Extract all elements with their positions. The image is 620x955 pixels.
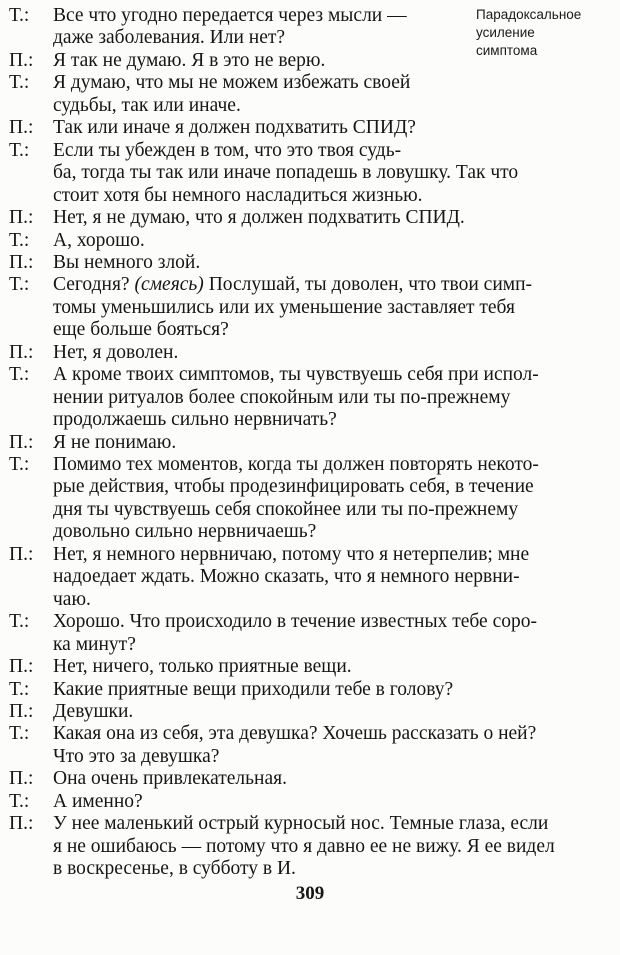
- utterance-line: А кроме твоих симптомов, ты чувствуешь себя при испол-: [53, 364, 539, 386]
- speaker-label: Т.:: [9, 274, 30, 296]
- utterance-line: Девушки.: [53, 700, 134, 722]
- utterance-line: У нее маленький острый курносый нос. Темные глаза, если: [53, 813, 549, 835]
- utterance-line: Так или иначе я должен подхватить СПИД?: [53, 117, 416, 139]
- utterance-line: Я так не думаю. Я в это не верю.: [53, 49, 326, 71]
- margin-note-line: симптома: [476, 43, 538, 58]
- speaker-label: П.:: [9, 117, 34, 139]
- utterance-line: Что это за девушка?: [53, 745, 220, 767]
- margin-note-line: усиление: [476, 25, 535, 40]
- utterance-line: Я думаю, что мы не можем избежать своей: [53, 72, 411, 94]
- speaker-label: Т.:: [9, 364, 30, 386]
- speaker-label: Т.:: [9, 454, 30, 475]
- speaker-label: Т.:: [9, 5, 30, 26]
- utterance-line: даже заболевания. Или нет?: [53, 27, 286, 49]
- speaker-label: П.:: [9, 700, 34, 722]
- utterance-line: Нет, я не думаю, что я должен подхватить СПИД.: [53, 207, 465, 229]
- speaker-label: П.:: [9, 543, 34, 565]
- speaker-label: Т.:: [9, 678, 30, 700]
- speaker-label: П.:: [9, 431, 34, 453]
- page-number: 309: [295, 883, 325, 904]
- utterance-line: нении ритуалов более спокойным или ты по-прежнему: [53, 386, 511, 408]
- utterance-line: чаю.: [53, 588, 91, 610]
- utterance-line: стоит хотя бы немного насладиться жизнью.: [53, 184, 423, 206]
- utterance-line: Нет, я немного нервничаю, потому что я нетерпелив; мне: [53, 543, 530, 565]
- utterance-line: Вы немного злой.: [53, 251, 201, 273]
- speaker-label: П.:: [9, 49, 34, 71]
- speaker-label: Т.:: [9, 139, 30, 161]
- speaker-label: Т.:: [9, 72, 30, 94]
- speaker-label: Т.:: [9, 229, 30, 251]
- speaker-label: П.:: [9, 207, 34, 229]
- utterance-line: томы уменьшились или их уменьшение заставляет тебя: [53, 296, 515, 318]
- speaker-label: П.:: [9, 251, 34, 273]
- utterance-line: судьбы, так или иначе.: [53, 94, 241, 116]
- utterance-line: рые действия, чтобы продезинфицировать себя, в течение: [53, 476, 534, 498]
- speaker-label: Т.:: [9, 723, 30, 745]
- utterance-line: Какая она из себя, эта девушка? Хочешь рассказать о ней?: [53, 723, 537, 745]
- speaker-label: Т.:: [9, 790, 30, 812]
- utterance-line: довольно сильно нервничаешь?: [53, 521, 317, 543]
- utterance-line: Какие приятные вещи приходили тебе в голову?: [53, 678, 454, 700]
- margin-note: [476, 6, 616, 60]
- utterance-line: ка минут?: [53, 633, 136, 655]
- margin-note-line: Парадоксальное: [476, 7, 582, 22]
- utterance-line: Все что угодно передается через мысли —: [53, 5, 407, 26]
- utterance-line: продолжаешь сильно нервничать?: [53, 409, 337, 431]
- utterance-line: Я не понимаю.: [53, 431, 177, 453]
- speaker-label: П.:: [9, 341, 34, 363]
- utterance-line: А именно?: [53, 790, 143, 812]
- utterance-line: надоедает ждать. Можно сказать, что я немного нервни-: [53, 566, 520, 588]
- utterance-line: Сегодня? (смеясь) Послушай, ты доволен, что твои симп-: [53, 274, 533, 296]
- utterance-line: Нет, я доволен.: [53, 341, 179, 363]
- utterance-line: ба, тогда ты так или иначе попадешь в ловушку. Так что: [53, 162, 519, 184]
- utterance-line: Помимо тех моментов, когда ты должен повторять некото-: [53, 454, 539, 475]
- utterance-line: А, хорошо.: [53, 229, 145, 251]
- speaker-label: Т.:: [9, 611, 30, 633]
- utterance-line: в воскресенье, в субботу в И.: [53, 858, 296, 880]
- speaker-label: П.:: [9, 813, 34, 835]
- utterance-line: Хорошо. Что происходило в течение известных тебе соро-: [53, 611, 537, 633]
- speaker-label: П.:: [9, 656, 34, 678]
- utterance-line: я не ошибаюсь — потому что я давно ее не вижу. Я ее видел: [53, 835, 555, 857]
- speaker-label: П.:: [9, 768, 34, 790]
- utterance-line: еще больше бояться?: [53, 319, 229, 341]
- utterance-line: Она очень привлекательная.: [53, 768, 287, 790]
- utterance-line: Нет, ничего, только приятные вещи.: [53, 656, 352, 678]
- utterance-line: Если ты убежден в том, что это твоя судь-: [53, 139, 402, 161]
- utterance-line: дня ты чувствуешь себя спокойнее или ты по-прежнему: [53, 498, 519, 520]
